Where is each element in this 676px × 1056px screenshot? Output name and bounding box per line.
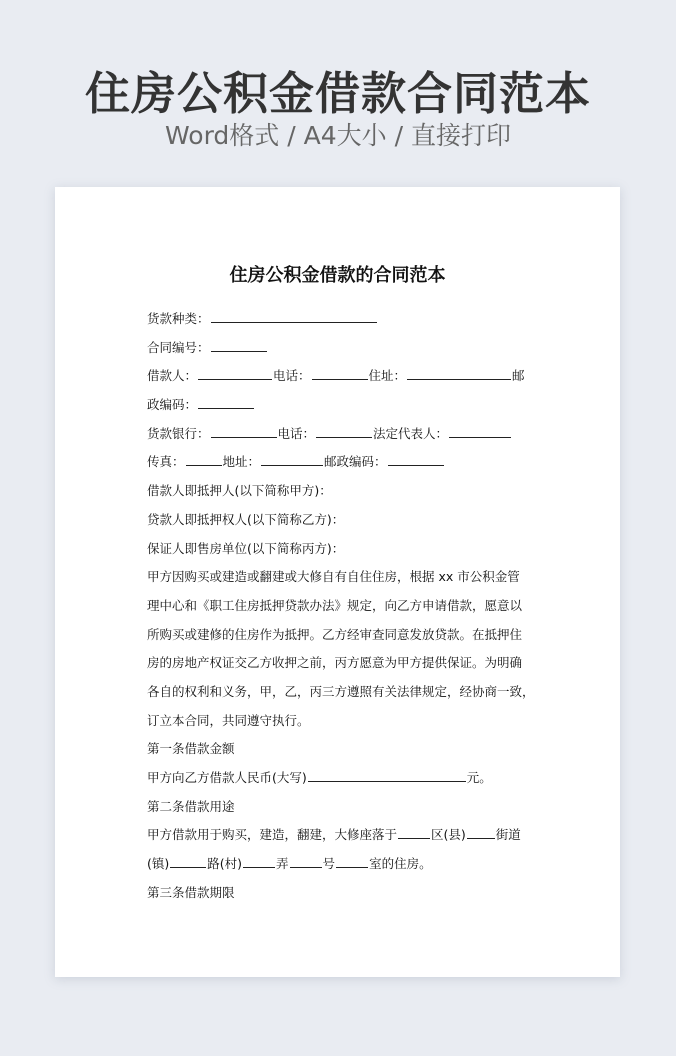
preamble-line: 甲方因购买或建造或翻建或大修自有自住住房，根据 xx 市公积金管 — [147, 569, 520, 585]
article2-line2 — [147, 853, 537, 882]
lane-blank[interactable] — [243, 853, 275, 868]
article1-text-a: 甲方向乙方借款人民币(大写) — [147, 770, 307, 785]
document-page — [55, 187, 620, 977]
contract-no-line — [147, 337, 537, 366]
article1-text — [147, 767, 537, 796]
fax-label: 传真： — [147, 454, 185, 470]
article2-line1 — [147, 824, 537, 853]
address-label: 地址： — [222, 454, 261, 470]
borrower-postcode-blank[interactable] — [198, 394, 254, 409]
street-blank[interactable] — [467, 824, 495, 839]
loan-type-label: 货款种类： — [147, 311, 210, 326]
postcode-label: 邮政编码： — [324, 454, 387, 470]
borrower-label: 借款人： — [147, 368, 198, 384]
article2-line1-b: 区(县) — [431, 827, 466, 843]
article2-line2-d: 号 — [322, 856, 336, 872]
article2-heading: 第二条借款用途 — [147, 798, 235, 814]
contract-no-label: 合同编号： — [147, 339, 210, 355]
bank-blank[interactable] — [211, 423, 277, 438]
number-blank[interactable] — [290, 853, 322, 868]
legal-rep-label: 法定代表人： — [373, 425, 449, 441]
postcode-blank[interactable] — [388, 451, 444, 466]
banner-subtitle: Word格式 / A4大小 / 直接打印 — [165, 121, 511, 150]
borrower-phone-label: 电话： — [273, 368, 311, 384]
fax-blank[interactable] — [186, 451, 222, 466]
address-blank[interactable] — [261, 451, 323, 466]
article1-text-b: 元。 — [466, 770, 492, 785]
article2-line2-b: 路(村) — [207, 856, 243, 872]
borrower-blank[interactable] — [198, 365, 272, 380]
article2-line1-c: 街道 — [495, 827, 521, 843]
article2-line1-a: 甲方借款用于购买，建造，翻建，大修座落于 — [147, 827, 398, 843]
preamble-line: 订立本合同，共同遵守执行。 — [147, 712, 310, 728]
borrower-postcode-line — [147, 394, 537, 423]
room-blank[interactable] — [336, 853, 368, 868]
party-line: 贷款人即抵押权人(以下简称乙方)： — [147, 511, 345, 527]
bank-phone-label: 电话： — [277, 425, 316, 441]
party-line: 借款人即抵押人(以下简称甲方)： — [147, 483, 332, 499]
party-line: 保证人即售房单位(以下简称丙方)： — [147, 540, 345, 556]
loan-amount-blank[interactable] — [308, 767, 466, 782]
preamble-line: 理中心和《职工住房抵押贷款办法》规定，向乙方申请借款，愿意以 — [147, 597, 523, 613]
article1-heading: 第一条借款金额 — [147, 741, 235, 757]
preamble-line: 房的房地产权证交乙方收押之前，丙方愿意为甲方提供保证。为明确 — [147, 655, 523, 671]
borrower-line — [147, 365, 537, 394]
article2-line2-e: 室的住房。 — [369, 856, 432, 872]
banner-title: 住房公积金借款合同范本 — [84, 67, 591, 120]
preamble-line: 所购买或建修的住房作为抵押。乙方经审查同意发放贷款。在抵押住 — [147, 626, 523, 642]
bank-phone-blank[interactable] — [316, 423, 372, 438]
bank-label: 货款银行： — [147, 425, 210, 441]
postcode-label-part1: 邮 — [512, 368, 525, 384]
contract-no-blank[interactable] — [211, 337, 267, 352]
legal-rep-blank[interactable] — [449, 423, 511, 438]
fax-line — [147, 451, 537, 480]
document-title: 住房公积金借款的合同范本 — [229, 265, 446, 286]
article3-heading: 第三条借款期限 — [147, 884, 235, 900]
borrower-address-label: 住址： — [368, 368, 407, 384]
bank-line — [147, 423, 537, 452]
borrower-address-blank[interactable] — [407, 365, 511, 380]
article2-line2-c: 弄 — [276, 856, 289, 872]
loan-type-blank[interactable] — [211, 308, 377, 323]
article2-line2-a: (镇) — [147, 856, 170, 872]
document-body — [147, 308, 537, 910]
district-blank[interactable] — [398, 824, 430, 839]
borrower-phone-blank[interactable] — [312, 365, 368, 380]
loan-type-line — [147, 308, 537, 337]
postcode-label-part2: 政编码： — [147, 397, 198, 413]
preamble-line: 各自的权利和义务，甲，乙，丙三方遵照有关法律规定，经协商一致， — [147, 683, 535, 699]
road-blank[interactable] — [170, 853, 206, 868]
